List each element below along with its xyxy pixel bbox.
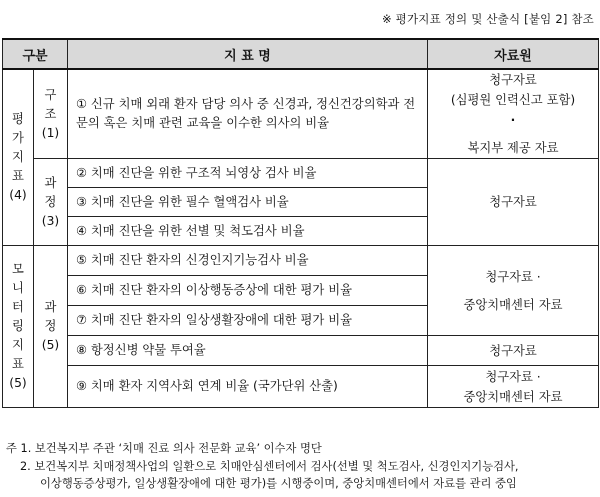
reference-note: ※ 평가지표 정의 및 산출식 [붙임 2] 참조	[381, 12, 594, 26]
footnote-1: 주 1. 보건복지부 주관 ‘치매 진료 의사 전문화 교육’ 이수자 명단	[6, 442, 322, 455]
header-indicator: 지 표 명	[68, 39, 428, 69]
indicator-5: ⑤ 치매 진단 환자의 신경인지기능검사 비율	[68, 246, 428, 276]
header-source: 자료원	[428, 39, 599, 69]
header-row	[3, 39, 599, 69]
table-row	[3, 159, 599, 188]
footnote-2a: 2. 보건복지부 치매정책사업의 일환으로 치매안심센터에서 검사(선별 및 척도검사, 신경인지기능검사,	[20, 460, 519, 473]
header-category: 구분	[3, 39, 68, 69]
indicator-1: ① 신규 치매 외래 환자 담당 의사 중 신경과, 정신건강의학과 전문의 혹은 치매 관련 교육을 이수한 의사의 비율	[68, 69, 428, 159]
source-4: 청구자료	[428, 336, 599, 366]
indicator-table	[2, 38, 599, 408]
indicator-6: ⑥ 치매 진단 환자의 이상행동증상에 대한 평가 비율	[68, 276, 428, 306]
subgroup-process-eval-label: 과 정 (3)	[34, 159, 68, 246]
table-row	[3, 69, 599, 159]
table-row	[3, 336, 599, 366]
subgroup-structure-label: 구 조 (1)	[34, 69, 68, 159]
indicator-2: ② 치매 진단을 위한 구조적 뇌영상 검사 비율	[68, 159, 428, 188]
footnote-2b: 이상행동증상평가, 일상생활장애에 대한 평가)를 시행중이며, 중앙치매센터에서 자료를 관리 중임	[40, 477, 517, 490]
group-monitor-label: 모 니 터 링 지 표 (5)	[3, 246, 34, 408]
indicator-7: ⑦ 치매 진단 환자의 일상생활장애에 대한 평가 비율	[68, 306, 428, 336]
group-eval-label: 평 가 지 표 (4)	[3, 69, 34, 246]
table-row	[3, 366, 599, 408]
indicator-4: ④ 치매 진단을 위한 선별 및 척도검사 비율	[68, 217, 428, 246]
source-3: 청구자료 · 중앙치매센터 자료	[428, 246, 599, 336]
subgroup-process-mon-label: 과 정 (5)	[34, 246, 68, 408]
source-5: 청구자료 · 중앙치매센터 자료	[428, 366, 599, 408]
source-2: 청구자료	[428, 159, 599, 246]
table-row	[3, 246, 599, 276]
indicator-8: ⑧ 항정신병 약물 투여율	[68, 336, 428, 366]
indicator-9: ⑨ 치매 환자 지역사회 연계 비율 (국가단위 산출)	[68, 366, 428, 408]
indicator-3: ③ 치매 진단을 위한 필수 혈액검사 비율	[68, 188, 428, 217]
source-1: 청구자료 (심평원 인력신고 포함) · 복지부 제공 자료	[428, 69, 599, 159]
